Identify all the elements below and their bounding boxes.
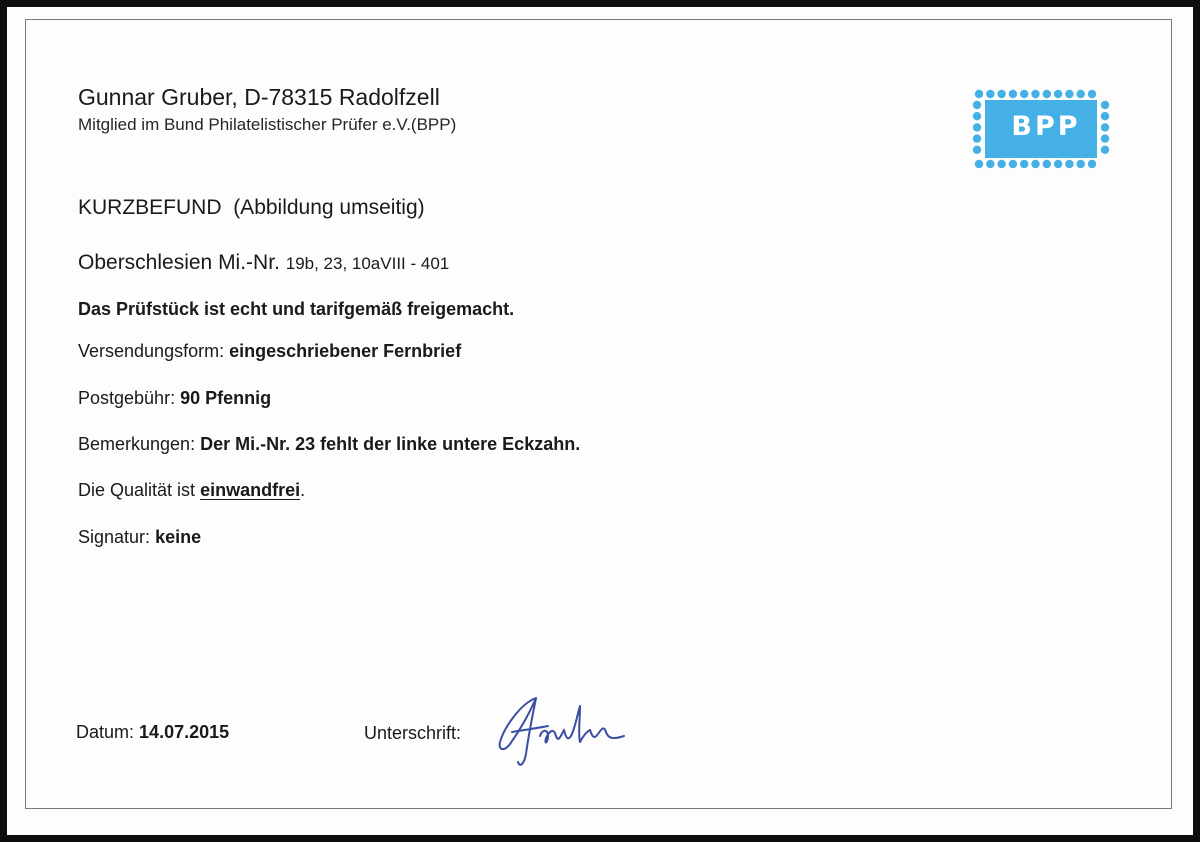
- examiner-name: Gunnar Gruber: [78, 84, 232, 110]
- qualitaet-suffix: .: [300, 480, 306, 500]
- datum-line: [76, 723, 229, 741]
- unterschrift-label: Unterschrift:: [364, 723, 462, 743]
- examiner-heading: Gunnar Gruber, D-78315 Radolfzell: [78, 84, 440, 110]
- bemerkungen-value: Der Mi.-Nr. 23 fehlt der linke untere Eckzahn.: [200, 434, 581, 454]
- membership-line: Mitglied im Bund Philatelistischer Prüfer e.V.(BPP): [78, 115, 457, 134]
- document-title: [78, 197, 425, 218]
- qualitaet-label: Die Qualität ist: [78, 480, 196, 500]
- qualitaet-value: einwandfrei: [200, 480, 301, 500]
- item-numbers: 19b, 23, 10aVIII - 401: [285, 254, 450, 273]
- signatur-label: Signatur:: [78, 527, 151, 547]
- versand-line: [78, 342, 461, 360]
- item-line: [78, 252, 449, 273]
- bemerkungen-label: Bemerkungen:: [78, 434, 196, 454]
- datum-label: Datum:: [76, 722, 135, 742]
- versand-label: Versendungsform:: [78, 341, 225, 361]
- title-main: KURZBEFUND: [78, 196, 222, 219]
- gebuehr-line: [78, 389, 271, 407]
- versand-value: eingeschriebener Fernbrief: [229, 341, 462, 361]
- examiner-location: D-78315 Radolfzell: [244, 84, 440, 110]
- item-label: Oberschlesien Mi.-Nr.: [78, 251, 280, 274]
- handwritten-signature: [490, 690, 640, 770]
- title-note: (Abbildung umseitig): [233, 196, 425, 219]
- bpp-logo-text: BPP: [1011, 111, 1081, 142]
- statement: Das Prüfstück ist echt und tarifgemäß freigemacht.: [78, 299, 515, 319]
- qualitaet-line: [78, 481, 305, 499]
- bemerkungen-line: [78, 435, 580, 453]
- gebuehr-label: Postgebühr:: [78, 388, 176, 408]
- gebuehr-value: 90 Pfennig: [180, 388, 272, 408]
- signatur-value: keine: [155, 527, 202, 547]
- datum-value: 14.07.2015: [139, 722, 230, 742]
- signatur-line: [78, 528, 201, 546]
